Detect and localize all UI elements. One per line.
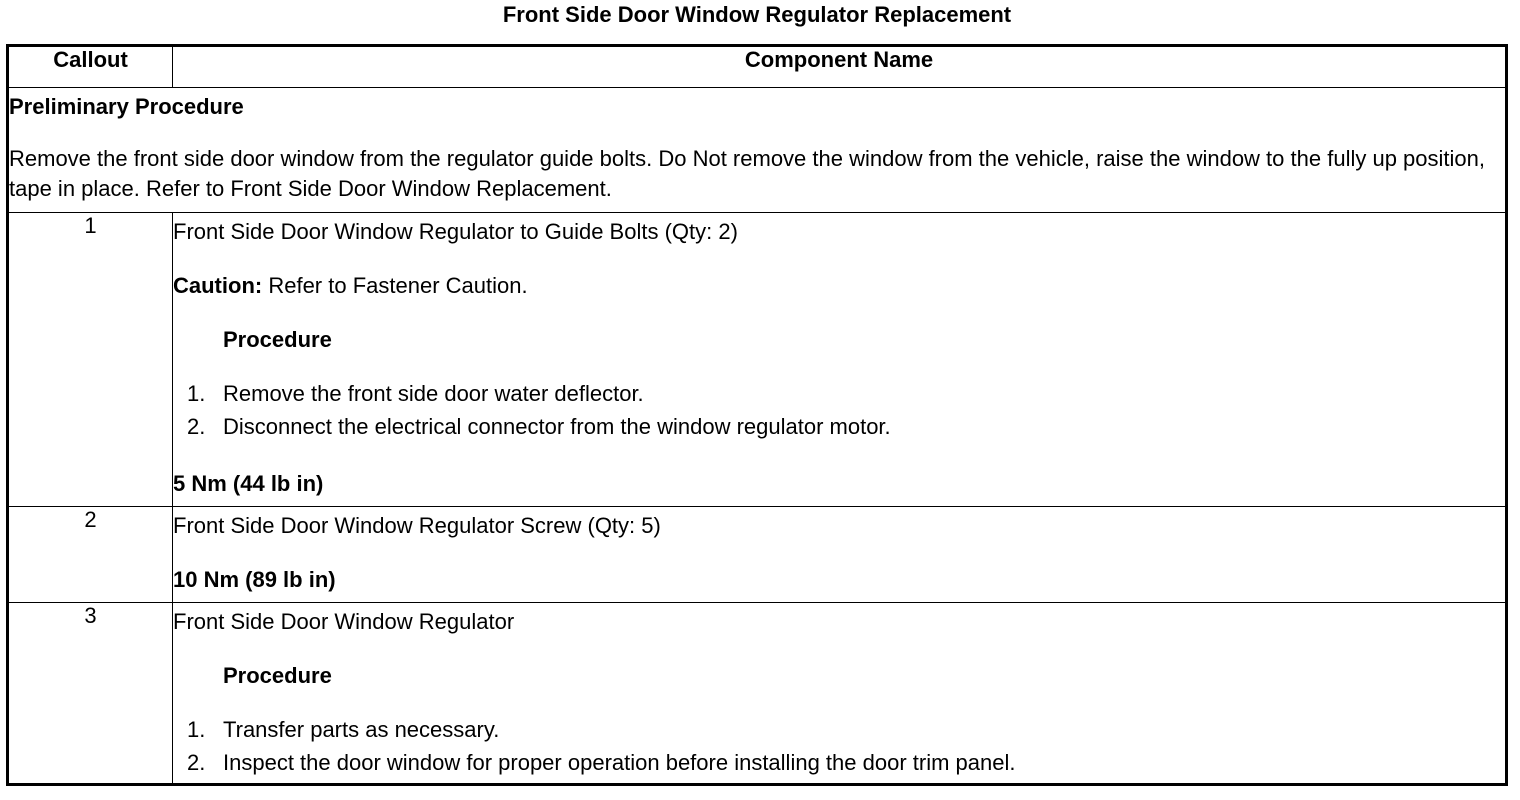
step-text: Disconnect the electrical connector from the window regulator motor. <box>223 414 891 439</box>
procedure-heading: Procedure <box>223 663 332 688</box>
procedure-step <box>173 412 1505 445</box>
callout-number: 1 <box>8 213 173 507</box>
component-cell <box>173 213 1507 507</box>
table-row <box>8 213 1507 507</box>
step-number: 2. <box>187 750 206 775</box>
component-name: Front Side Door Window Regulator Screw (Qty: 5) <box>173 513 661 538</box>
caution-label: Caution <box>173 273 255 298</box>
preliminary-procedure-row <box>8 88 1507 213</box>
caution-colon: : <box>254 273 263 298</box>
page-title: Front Side Door Window Regulator Replacement <box>502 2 1012 27</box>
step-text: Transfer parts as necessary. <box>223 717 500 742</box>
preliminary-procedure-heading: Preliminary Procedure <box>9 94 244 119</box>
step-text: Inspect the door window for proper operation before installing the door trim panel. <box>223 750 1016 775</box>
component-cell <box>173 507 1507 603</box>
caution-text: Refer to Fastener Caution. <box>262 273 528 298</box>
procedure-table <box>6 44 1508 786</box>
callout-number: 3 <box>8 603 173 785</box>
component-cell <box>173 603 1507 785</box>
step-number: 1. <box>187 717 206 742</box>
torque-spec: 10 Nm (89 lb in) <box>173 567 336 592</box>
table-header-row <box>8 46 1507 88</box>
step-number: 2. <box>187 414 206 439</box>
preliminary-procedure-text: Remove the front side door window from the regulator guide bolts. Do Not remove the window from the vehicle, raise the window to the fully up position, tape in place. Refer to Front Side Door Window Replacement. <box>9 146 1485 201</box>
procedure-step <box>173 379 1505 412</box>
step-number: 1. <box>187 381 206 406</box>
torque-spec: 5 Nm (44 lb in) <box>173 471 324 496</box>
component-name: Front Side Door Window Regulator <box>173 609 515 634</box>
procedure-heading: Procedure <box>223 327 332 352</box>
table-row <box>8 603 1507 785</box>
step-text: Remove the front side door water deflector. <box>223 381 644 406</box>
column-header-component-name: Component Name <box>173 46 1507 88</box>
table-row <box>8 507 1507 603</box>
component-name: Front Side Door Window Regulator to Guide Bolts (Qty: 2) <box>173 219 738 244</box>
procedure-step <box>173 748 1505 781</box>
callout-number: 2 <box>8 507 173 603</box>
column-header-callout: Callout <box>8 46 173 88</box>
preliminary-procedure-cell <box>8 88 1507 213</box>
procedure-step <box>173 715 1505 748</box>
caution-note <box>173 271 1505 301</box>
